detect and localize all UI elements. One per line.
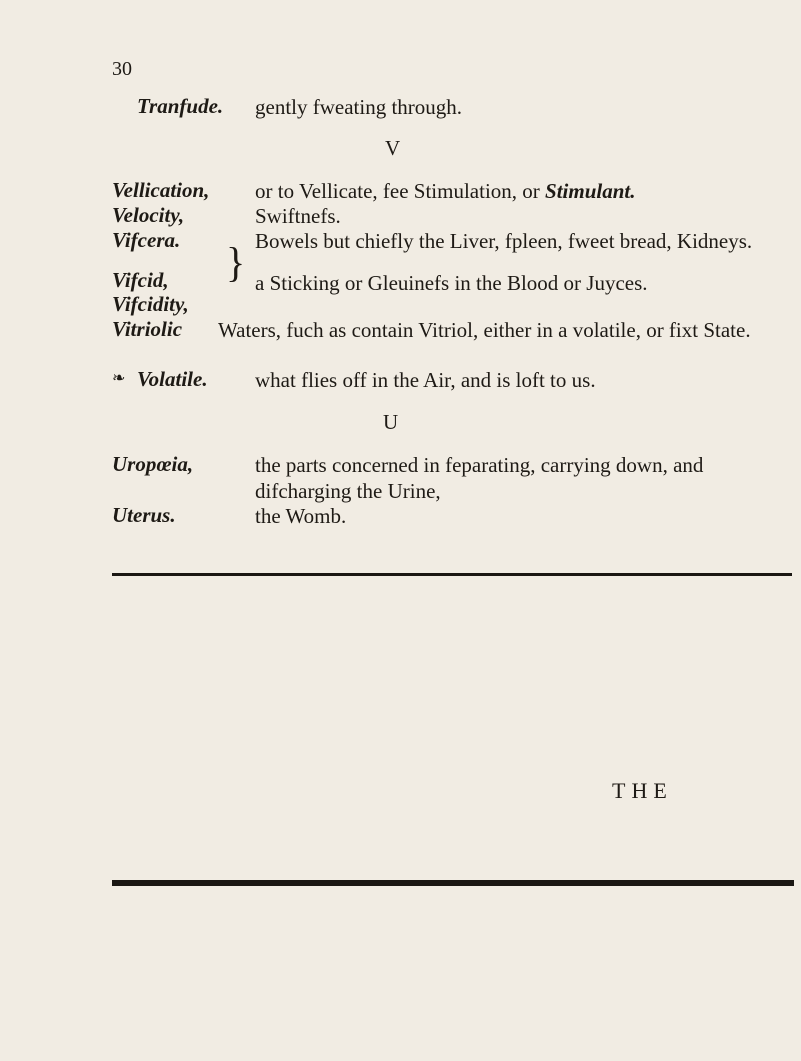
entry-term-velocity: Velocity, xyxy=(112,203,185,227)
entry-term-vifcidity: Vifcidity, xyxy=(112,292,189,316)
entry-definition-uropoeia: the parts concerned in feparating, carrying down, and difcharging the Urine, xyxy=(255,453,704,503)
cross-reference: Stimulant. xyxy=(545,179,636,203)
section-letter-u: U xyxy=(383,410,399,434)
entry-term-vellication: Vellication, xyxy=(112,178,210,202)
entry-definition-uterus: the Womb. xyxy=(255,504,347,528)
entry-term-volatile: Volatile. xyxy=(137,367,208,391)
entry-term-vitriolic: Vitriolic xyxy=(112,317,183,341)
section-letter-v: V xyxy=(385,136,401,160)
entry-definition-volatile: what flies off in the Air, and is loft to us. xyxy=(255,368,596,392)
entry-term-vifcid: Vifcid, xyxy=(112,268,169,292)
entry-term-vifcera: Vifcera. xyxy=(112,228,181,252)
entry-definition-vifcera: Bowels but chiefly the Liver, fpleen, fweet bread, Kidneys. xyxy=(255,229,753,253)
entry-definition-velocity: Swiftnefs. xyxy=(255,204,341,228)
entry-definition-vifcid: a Sticking or Gleuinefs in the Blood or Juyces. xyxy=(255,271,648,295)
marginal-mark: ❧ xyxy=(112,370,126,387)
definition-text: Waters, fuch as contain Vitriol, either in a volatile, or fixt State. xyxy=(218,318,751,342)
definition-text: or to Vellicate, fee Stimulation, or xyxy=(255,179,546,203)
entry-definition-vellication xyxy=(255,178,775,204)
horizontal-rule-thick xyxy=(112,880,794,886)
page-number: 30 xyxy=(112,58,132,80)
entry-definition-tranfude: gently fweating through. xyxy=(255,95,463,119)
entry-definition-vitriolic xyxy=(218,317,793,343)
entry-term-uropoeia: Uropœia, xyxy=(112,452,194,476)
entry-term-uterus: Uterus. xyxy=(112,503,176,527)
entry-term-tranfude: Tranfude. xyxy=(137,94,224,118)
brace-symbol: } xyxy=(226,238,246,287)
catchword: THE xyxy=(612,778,673,803)
horizontal-rule xyxy=(112,573,792,576)
